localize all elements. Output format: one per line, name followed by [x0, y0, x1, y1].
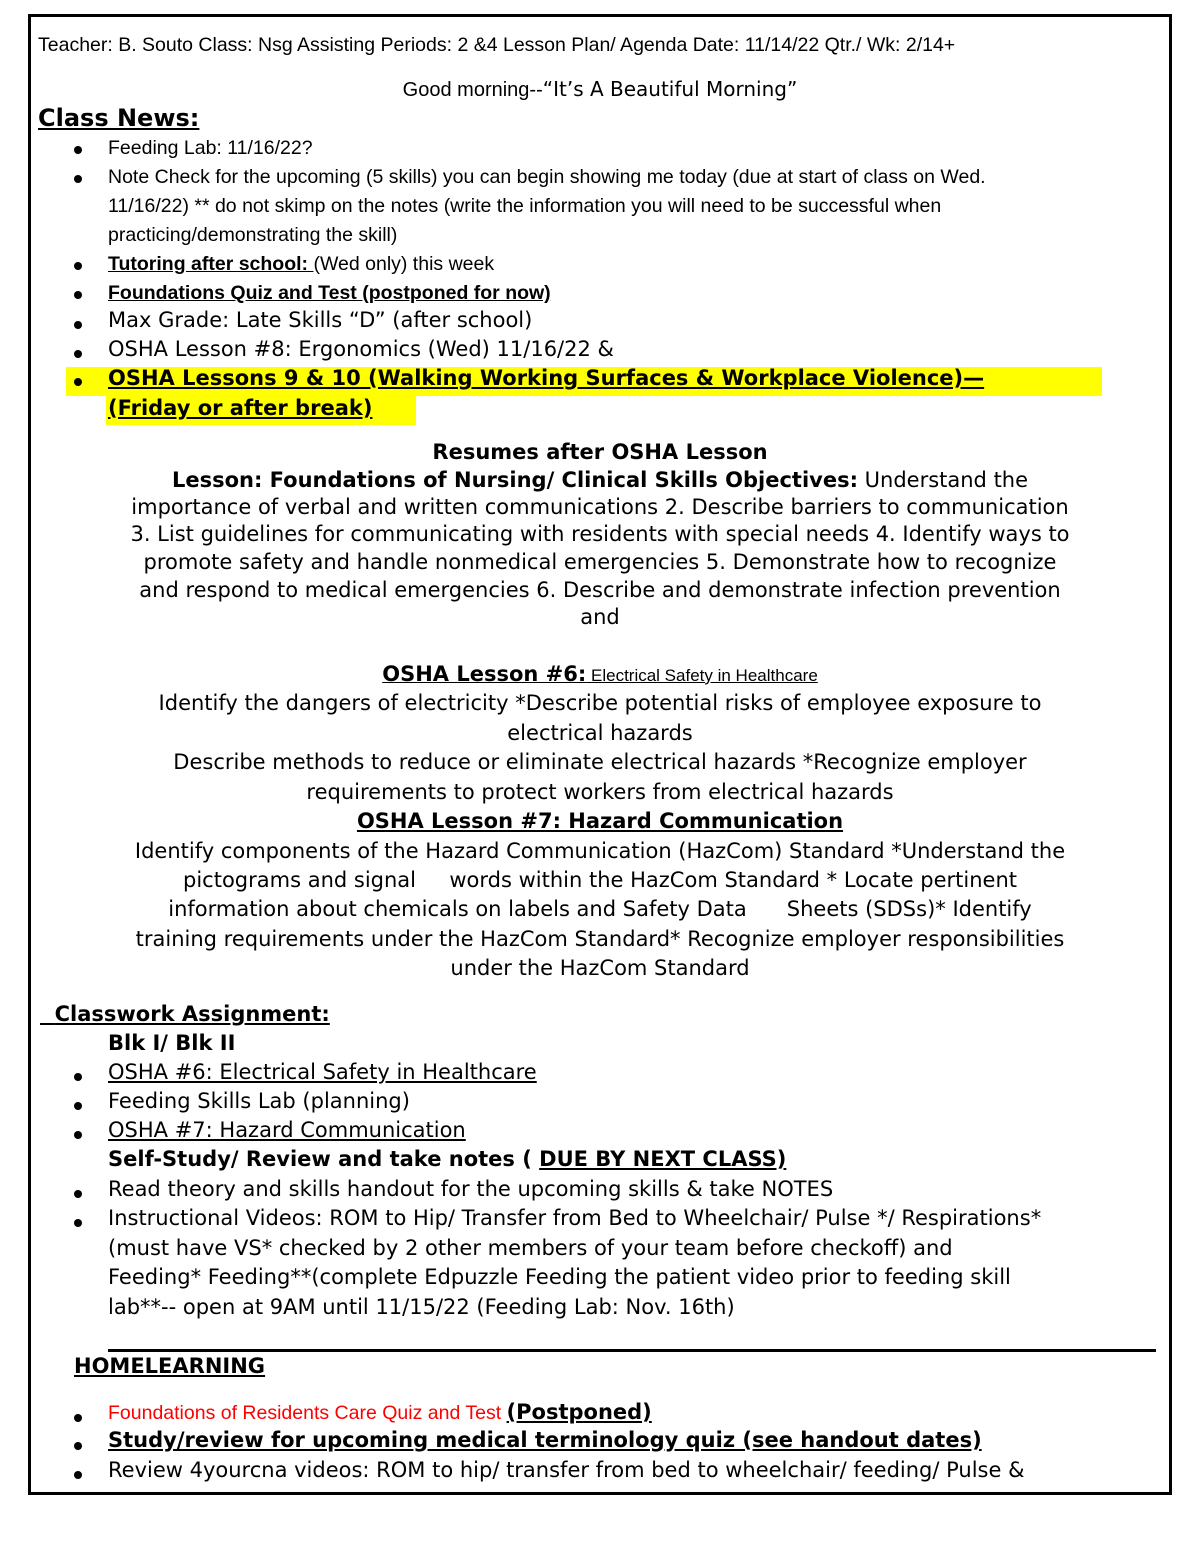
news-foundations-quiz: Foundations Quiz and Test (postponed for now): [108, 282, 551, 304]
lesson-line-4: promote safety and handle nonmedical emergencies 5. Demonstrate how to recognize: [143, 550, 1057, 574]
osha6-line-1: Identify the dangers of electricity *Describe potential risks of employee exposure to: [158, 691, 1042, 715]
bullet: [74, 291, 82, 299]
lesson-line-6: and: [580, 605, 620, 629]
osha7-line-2: pictograms and signal words within the HazCom Standard * Locate pertinent: [183, 868, 1017, 892]
self-study-videos-4: lab**-- open at 9AM until 11/15/22 (Feeding Lab: Nov. 16th): [108, 1295, 735, 1319]
greeting: [0, 77, 1200, 102]
self-study-videos-3: Feeding* Feeding**(complete Edpuzzle Feeding the patient video prior to feeding skill: [108, 1265, 1011, 1289]
classwork-osha7: OSHA #7: Hazard Communication: [108, 1118, 466, 1142]
bullet: [74, 1102, 82, 1110]
news-note-check-3: practicing/demonstrating the skill): [108, 224, 398, 246]
bullet: [74, 378, 82, 386]
news-tutoring: Tutoring after school: (Wed only) this week: [108, 253, 495, 275]
lesson-line-3: 3. List guidelines for communicating with residents with special needs 4. Identify ways to: [130, 522, 1070, 546]
self-study-heading: Self-Study/ Review and take notes ( DUE BY NEXT CLASS): [108, 1147, 787, 1171]
self-study-videos: Instructional Videos: ROM to Hip/ Transfer from Bed to Wheelchair/ Pulse */ Respirations*: [108, 1206, 1042, 1230]
news-max-grade: Max Grade: Late Skills “D” (after school): [108, 308, 533, 332]
header-line: Teacher: B. Souto Class: Nsg Assisting Periods: 2 &4 Lesson Plan/ Agenda Date: 11/14/22 Qtr./ Wk: 2/14+: [38, 34, 956, 56]
osha7-line-4: training requirements under the HazCom Standard* Recognize employer responsibilities: [135, 927, 1065, 951]
class-news-heading: Class News:: [38, 104, 200, 132]
bullet: [74, 1219, 82, 1227]
classwork-heading: Classwork Assignment:: [54, 1002, 330, 1026]
classwork-feeding-lab: Feeding Skills Lab (planning): [108, 1089, 410, 1113]
self-study-read: Read theory and skills handout for the upcoming skills & take NOTES: [108, 1177, 834, 1201]
self-study-videos-2: (must have VS* checked by 2 other members of your team before checkoff) and: [108, 1236, 953, 1260]
osha6-line-4: requirements to protect workers from electrical hazards: [306, 780, 894, 804]
bullet: [74, 1442, 82, 1450]
lesson-line-1: Lesson: Foundations of Nursing/ Clinical Skills Objectives: Understand the: [171, 468, 1029, 492]
classwork-block: Blk I/ Blk II: [108, 1031, 236, 1055]
greeting-prefix: Good morning--: [402, 79, 543, 101]
osha6-line-2: electrical hazards: [507, 721, 693, 745]
divider: [108, 1349, 1156, 1352]
homelearning-heading: HOMELEARNING: [74, 1354, 266, 1378]
news-note-check-2: 11/16/22) ** do not skimp on the notes (write the information you will need to be successful when: [108, 195, 942, 217]
osha6-line-3: Describe methods to reduce or eliminate electrical hazards *Recognize employer: [173, 750, 1027, 774]
osha7-line-1: Identify components of the Hazard Communication (HazCom) Standard *Understand the: [134, 839, 1066, 863]
bullet: [74, 262, 82, 270]
bullet: [74, 1073, 82, 1081]
bullet: [74, 1414, 82, 1422]
homelearning-foundations: Foundations of Residents Care Quiz and Test (Postponed): [108, 1400, 652, 1424]
news-note-check: Note Check for the upcoming (5 skills) you can begin showing me today (due at start of class on Wed.: [108, 166, 986, 188]
osha7-heading: OSHA Lesson #7: Hazard Communication: [356, 809, 844, 833]
osha6-subtitle: Electrical Safety in Healthcare: [591, 666, 818, 685]
greeting-quote: “It’s A Beautiful Morning”: [542, 77, 798, 101]
osha7-line-3: information about chemicals on labels and Safety Data Sheets (SDSs)* Identify: [168, 897, 1032, 921]
lesson-line-5: and respond to medical emergencies 6. Describe and demonstrate infection prevention: [139, 578, 1061, 602]
bullet: [74, 1190, 82, 1198]
news-osha-9-10-when: (Friday or after break): [108, 396, 373, 420]
bullet: [74, 175, 82, 183]
lesson-line-2: importance of verbal and written communications 2. Describe barriers to communication: [131, 495, 1069, 519]
bullet: [74, 350, 82, 358]
osha7-line-5: under the HazCom Standard: [450, 956, 750, 980]
bullet: [74, 146, 82, 154]
bullet: [74, 1471, 82, 1479]
resumes-heading: Resumes after OSHA Lesson: [432, 440, 768, 464]
bullet: [74, 321, 82, 329]
classwork-osha6: OSHA #6: Electrical Safety in Healthcare: [108, 1060, 537, 1084]
homelearning-terminology: Study/review for upcoming medical terminology quiz (see handout dates): [108, 1428, 982, 1452]
osha6-heading: OSHA Lesson #6: Electrical Safety in Healthcare: [382, 662, 818, 686]
bullet: [74, 1131, 82, 1139]
homelearning-videos: Review 4yourcna videos: ROM to hip/ transfer from bed to wheelchair/ feeding/ Pulse &: [108, 1458, 1025, 1482]
news-feeding-lab: Feeding Lab: 11/16/22?: [108, 137, 313, 159]
news-osha-9-10: OSHA Lessons 9 & 10 (Walking Working Surfaces & Workplace Violence)—: [108, 366, 985, 390]
news-osha-8: OSHA Lesson #8: Ergonomics (Wed) 11/16/22 &: [108, 337, 614, 361]
